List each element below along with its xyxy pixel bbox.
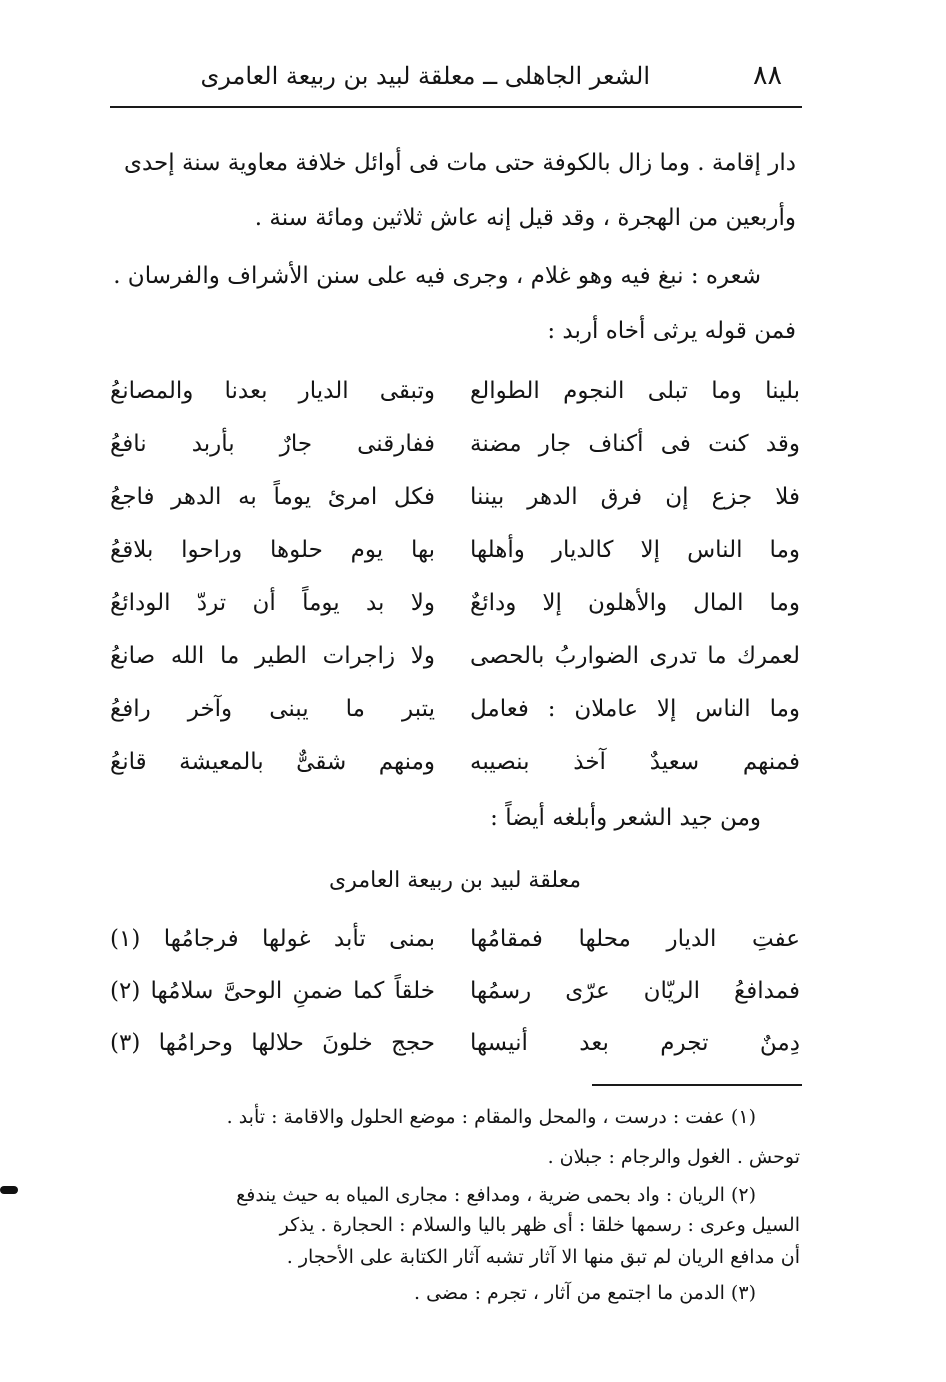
- footnote-line: (٣) الدمن ما اجتمع من آثار ، تجرم : مضى .: [414, 1282, 756, 1304]
- elegy-verse-5: [110, 590, 800, 640]
- hemistich-second: خلقاً كما ضمنِ الوحىَّ سلامُها (٢): [110, 978, 435, 1004]
- margin-ink-mark: [0, 1186, 18, 1194]
- hemistich-first: وقد كنت فى أكناف جار مضنة: [470, 431, 800, 457]
- footnote-line: توحش . الغول والرجام : جبلان .: [547, 1146, 800, 1168]
- running-title: الشعر الجاهلى ــ معلقة لبيد بن ربيعة العامرى: [200, 62, 650, 90]
- hemistich-first: عفتِ الديار محلها فمقامُها: [470, 926, 800, 952]
- hemistich-first: لعمرك ما تدرى الضواربُ بالحصى: [470, 643, 800, 669]
- footnote-line: السيل وعرى : رسمها خلقا : أى ظهر باليا والسلام : الحجارة . يذكر: [279, 1214, 800, 1236]
- muallaqa-verse-3: [110, 1030, 800, 1080]
- hemistich-first: بلينا وما تبلى النجوم الطوالع: [470, 378, 800, 404]
- elegy-verse-6: [110, 643, 800, 693]
- page-number: ٨٨: [752, 60, 782, 91]
- intro-line-2: وأربعين من الهجرة ، وقد قيل إنه عاش ثلاثين ومائة سنة .: [254, 205, 796, 231]
- hemistich-first: وما المال والأهلون إلا ودائعٌ: [470, 590, 800, 616]
- hemistich-second: بها يوم حلوها وراحوا بلاقعُ: [110, 537, 435, 563]
- hemistich-first: دِمنٌ تجرم بعد أنيسها: [470, 1030, 800, 1056]
- header-rule: [110, 106, 802, 108]
- elegy-verse-2: [110, 431, 800, 481]
- intro-line-1: دار إقامة . وما زال بالكوفة حتى مات فى أوائل خلافة معاوية سنة إحدى: [123, 150, 796, 176]
- elegy-verse-7: [110, 696, 800, 746]
- elegy-verse-4: [110, 537, 800, 587]
- muallaqa-verse-1: [110, 926, 800, 976]
- page-header: [110, 58, 800, 106]
- hemistich-first: وما الناس إلا عاملان : فعامل: [470, 696, 800, 722]
- hemistich-second: ولا زاجرات الطير ما الله صانعُ: [110, 643, 435, 669]
- elegy-verse-8: [110, 749, 800, 799]
- hemistich-second: وتبقى الديار بعدنا والمصانعُ: [110, 378, 435, 404]
- footnote-line: أن مدافع الريان لم تبق منها الا آثار تشبه آثار الكتابة على الأحجار .: [286, 1246, 800, 1268]
- intro-line-4: فمن قوله يرثى أخاه أربد :: [547, 318, 796, 344]
- elegy-verse-1: [110, 378, 800, 428]
- hemistich-first: فمنهم سعيدٌ آخذ بنصيبه: [470, 749, 800, 775]
- hemistich-second: ومنهم شقىٌّ بالمعيشة قانعُ: [110, 749, 435, 775]
- hemistich-second: حجج خلونَ حلالها وحرامُها (٣): [110, 1030, 435, 1056]
- muallaqa-verse-2: [110, 978, 800, 1028]
- hemistich-second: ففارقنى جارٌ بأربد نافعُ: [110, 431, 435, 457]
- footnote-line: (٢) الريان : واد بحمى ضرية ، ومدافع : مجارى المياه به حيث يندفع: [236, 1184, 756, 1206]
- hemistich-second: فكل امرئ يوماً به الدهر فاجعُ: [110, 484, 435, 510]
- elegy-verse-3: [110, 484, 800, 534]
- hemistich-first: وما الناس إلا كالديار وأهلها: [470, 537, 800, 563]
- hemistich-second: بمنى تأبد غولها فرجامُها (١): [110, 926, 435, 952]
- footnote-line: (١) عفت : درست ، والمحل والمقام : موضع الحلول والاقامة : تأبد .: [226, 1106, 756, 1128]
- poem-title: معلقة لبيد بن ربيعة العامرى: [328, 868, 582, 893]
- hemistich-first: فلا جزع إن فرق الدهر بيننا: [470, 484, 800, 510]
- hemistich-second: ولا بد يوماً أن تردّ الودائعُ: [110, 590, 435, 616]
- hemistich-second: يتبر ما يبنى وآخر رافعُ: [110, 696, 435, 722]
- footnote-rule: [592, 1084, 802, 1086]
- lead-in-line: ومن جيد الشعر وأبلغه أيضاً :: [490, 805, 761, 831]
- hemistich-first: فمدافعُ الريّان عرّى رسمُها: [470, 978, 800, 1004]
- intro-line-3: شعره : نبغ فيه وهو غلام ، وجرى فيه على سنن الأشراف والفرسان .: [113, 263, 761, 289]
